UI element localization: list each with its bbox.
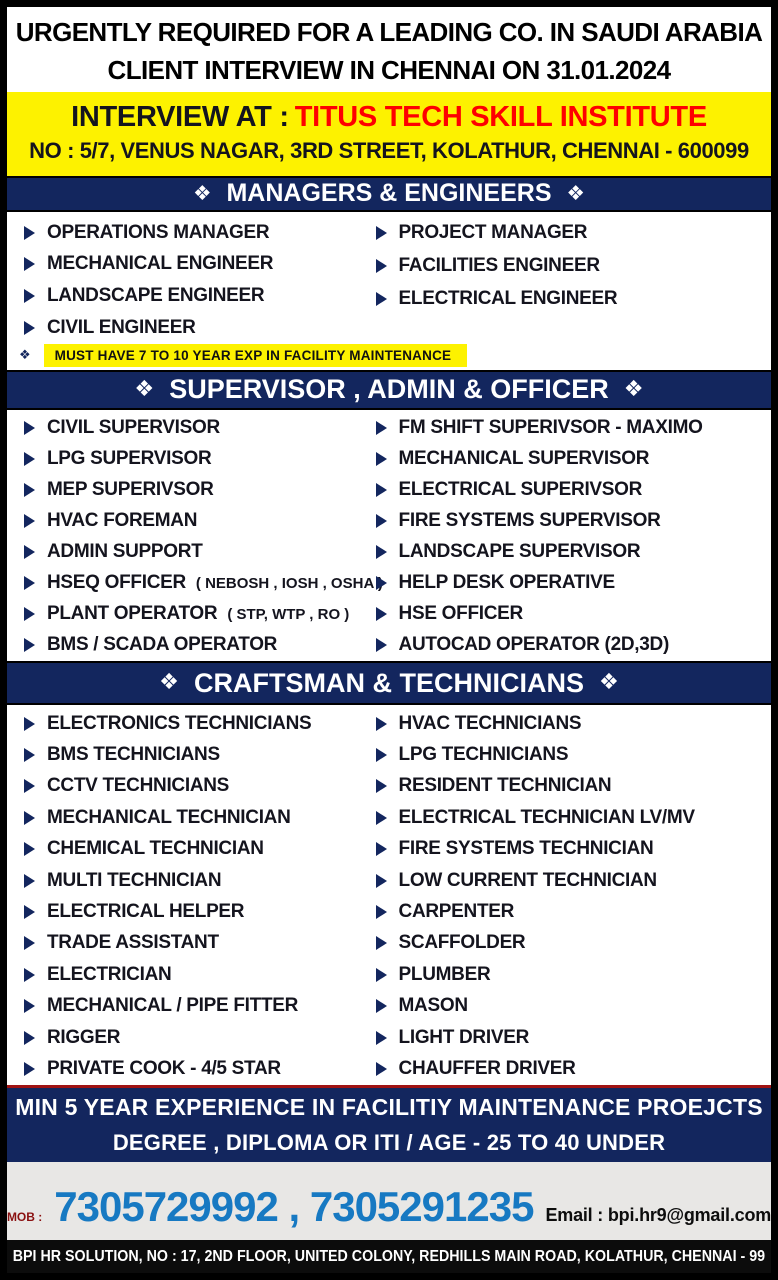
job-label: SCAFFOLDER (398, 932, 526, 954)
list-column-left (15, 708, 367, 1085)
bullet-arrow-icon (376, 999, 387, 1013)
job-item (15, 217, 367, 249)
footer-band (7, 1240, 771, 1273)
bullet-arrow-icon (376, 1031, 387, 1045)
bullet-arrow-icon (24, 452, 35, 466)
bullet-arrow-icon (24, 936, 35, 950)
job-label: CIVIL ENGINEER (47, 316, 196, 338)
job-label: MECHANICAL / PIPE FITTER (47, 995, 299, 1017)
phone-numbers: 7305729992 , 7305291235 (54, 1183, 534, 1231)
bullet-arrow-icon (24, 811, 35, 825)
bullet-arrow-icon (376, 638, 387, 652)
bullet-arrow-icon (24, 576, 35, 590)
job-item (15, 280, 367, 312)
job-item (367, 506, 771, 537)
job-label: MECHANICAL SUPERVISOR (398, 448, 650, 470)
bullet-arrow-icon (376, 811, 387, 825)
bullet-arrow-icon (376, 936, 387, 950)
diamond-icon: ❖ (566, 180, 585, 205)
section-header-supervisor-admin-officer (7, 370, 771, 410)
job-label: LPG TECHNICIANS (398, 744, 569, 766)
bullet-arrow-icon (24, 779, 35, 793)
job-item (15, 739, 367, 770)
experience-note (7, 344, 771, 368)
bullet-arrow-icon (24, 748, 35, 762)
job-item (15, 959, 367, 990)
job-item (367, 771, 771, 802)
job-item (15, 568, 383, 599)
job-item (367, 928, 771, 959)
job-label: CARPENTER (398, 901, 515, 923)
venue-address: NO : 5/7, VENUS NAGAR, 3RD STREET, KOLATHUR, CHENNAI - 600099 (29, 138, 749, 164)
footer-address: BPI HR SOLUTION, NO : 17, 2ND FLOOR, UNITED COLONY, REDHILLS MAIN ROAD, KOLATHUR, CHENNAI - 99 (12, 1247, 766, 1265)
bullet-arrow-icon (376, 607, 387, 621)
job-item (367, 630, 771, 661)
job-label: PLUMBER (398, 963, 491, 985)
bullet-arrow-icon (24, 545, 35, 559)
job-label: LOW CURRENT TECHNICIAN (398, 869, 657, 891)
diamond-icon: ❖ (193, 180, 212, 205)
job-label: BMS / SCADA OPERATOR (47, 634, 278, 656)
job-item (367, 599, 771, 630)
job-label: ADMIN SUPPORT (47, 541, 203, 563)
diamond-icon: ❖ (19, 348, 31, 364)
diamond-icon: ❖ (134, 375, 155, 402)
job-item (15, 991, 367, 1022)
job-label: MASON (398, 995, 468, 1017)
bullet-arrow-icon (376, 905, 387, 919)
bullet-arrow-icon (376, 1062, 387, 1076)
diamond-icon: ❖ (159, 669, 179, 696)
job-item (15, 865, 367, 896)
job-item (367, 896, 771, 927)
job-label-detail: ( NEBOSH , IOSH , OSHA ) (195, 574, 383, 592)
section-title: MANAGERS & ENGINEERS (226, 179, 552, 208)
bullet-arrow-icon (376, 779, 387, 793)
job-label: ELECTRICIAN (47, 963, 172, 985)
bullet-arrow-icon (24, 842, 35, 856)
job-label: ELECTRICAL TECHNICIAN LV/MV (398, 806, 695, 828)
job-label: LANDSCAPE SUPERVISOR (398, 541, 641, 563)
job-item (15, 771, 367, 802)
job-item (15, 834, 367, 865)
bullet-arrow-icon (24, 289, 35, 303)
job-item (367, 802, 771, 833)
bullet-arrow-icon (24, 874, 35, 888)
job-label: OPERATIONS MANAGER (47, 221, 270, 243)
job-label: CIVIL SUPERVISOR (47, 417, 220, 439)
job-label: HVAC FOREMAN (47, 510, 198, 532)
job-label: HELP DESK OPERATIVE (398, 572, 615, 594)
job-label: AUTOCAD OPERATOR (2D,3D) (398, 634, 669, 656)
job-item (15, 1022, 367, 1053)
job-label: MEP SUPERIVSOR (47, 479, 214, 501)
job-label: FIRE SYSTEMS SUPERVISOR (398, 510, 661, 532)
job-item (367, 413, 771, 444)
header-line1: URGENTLY REQUIRED FOR A LEADING CO. IN SAUDI ARABIA (15, 17, 763, 48)
job-item (15, 475, 367, 506)
job-label-detail: ( STP, WTP , RO ) (227, 605, 350, 623)
bullet-arrow-icon (376, 226, 387, 240)
bullet-arrow-icon (24, 1062, 35, 1076)
bullet-arrow-icon (24, 483, 35, 497)
mobile-label: MOB : (6, 1210, 43, 1225)
bullet-arrow-icon (24, 607, 35, 621)
requirements-line2: DEGREE , DIPLOMA OR ITI / AGE - 25 TO 40 UNDER (112, 1130, 666, 1156)
list-column-right (367, 217, 771, 344)
job-label: ELECTRICAL HELPER (47, 901, 245, 923)
bullet-arrow-icon (24, 226, 35, 240)
job-item (15, 413, 367, 444)
job-label: MECHANICAL TECHNICIAN (47, 806, 291, 828)
bullet-arrow-icon (24, 638, 35, 652)
section-header-managers-engineers (7, 176, 771, 212)
job-item (367, 250, 771, 283)
venue-line (71, 101, 707, 134)
contact-strip (7, 1162, 771, 1240)
job-item (367, 568, 771, 599)
bullet-arrow-icon (376, 292, 387, 306)
job-label: TRADE ASSISTANT (47, 932, 219, 954)
managers-engineers-list (7, 212, 771, 344)
job-item (15, 708, 367, 739)
diamond-icon: ❖ (623, 375, 644, 402)
job-label: HVAC TECHNICIANS (398, 712, 582, 734)
job-item (367, 991, 771, 1022)
job-item (367, 959, 771, 990)
bullet-arrow-icon (24, 421, 35, 435)
bullet-arrow-icon (24, 999, 35, 1013)
job-item (15, 248, 367, 280)
job-item (367, 1053, 771, 1084)
bullet-arrow-icon (24, 717, 35, 731)
job-label: ELECTRICAL SUPERIVSOR (398, 479, 643, 501)
job-item (15, 802, 367, 833)
job-label: HSEQ OFFICER (47, 572, 186, 594)
craftsman-technicians-list (7, 705, 771, 1085)
bullet-arrow-icon (376, 514, 387, 528)
job-label: PLANT OPERATOR (47, 603, 218, 625)
job-label: PROJECT MANAGER (398, 222, 588, 244)
job-label: LIGHT DRIVER (398, 1026, 529, 1048)
bullet-arrow-icon (376, 452, 387, 466)
email-address: Email : bpi.hr9@gmail.com (545, 1205, 772, 1226)
header-line2: CLIENT INTERVIEW IN CHENNAI ON 31.01.2024 (107, 54, 671, 85)
bullet-arrow-icon (24, 257, 35, 271)
job-item (15, 896, 367, 927)
job-item (367, 537, 771, 568)
job-item (367, 834, 771, 865)
job-item (367, 708, 771, 739)
job-label: FACILITIES ENGINEER (398, 255, 600, 277)
job-label: LANDSCAPE ENGINEER (47, 285, 265, 307)
job-item (15, 599, 367, 630)
venue-name: TITUS TECH SKILL INSTITUTE (294, 101, 707, 134)
job-item (367, 739, 771, 770)
bullet-arrow-icon (376, 545, 387, 559)
list-column-left (15, 413, 383, 662)
bullet-arrow-icon (376, 748, 387, 762)
job-item (15, 1053, 367, 1084)
requirements-band (7, 1085, 771, 1162)
requirements-line1: MIN 5 YEAR EXPERIENCE IN FACILITIY MAINTENANCE PROEJCTS (15, 1094, 763, 1121)
job-label: PRIVATE COOK - 4/5 STAR (47, 1057, 281, 1079)
job-label: HSE OFFICER (398, 603, 523, 625)
job-item (367, 1022, 771, 1053)
venue-label: INTERVIEW AT : (71, 101, 289, 134)
supervisor-admin-officer-list (7, 410, 771, 662)
job-item (15, 537, 367, 568)
job-item (367, 475, 771, 506)
bullet-arrow-icon (24, 968, 35, 982)
section-header-craftsman-technicians (7, 661, 771, 705)
bullet-arrow-icon (376, 874, 387, 888)
job-label: RESIDENT TECHNICIAN (398, 775, 612, 797)
job-item (15, 312, 367, 344)
list-column-right (367, 413, 771, 662)
bullet-arrow-icon (376, 842, 387, 856)
job-item (367, 865, 771, 896)
job-item (15, 506, 367, 537)
bullet-arrow-icon (376, 576, 387, 590)
job-label: CCTV TECHNICIANS (47, 775, 230, 797)
bullet-arrow-icon (376, 259, 387, 273)
experience-note-text: MUST HAVE 7 TO 10 YEAR EXP IN FACILITY MAINTENANCE (44, 344, 468, 367)
job-label: RIGGER (47, 1026, 121, 1048)
section-title: CRAFTSMAN & TECHNICIANS (194, 667, 584, 698)
job-label: LPG SUPERVISOR (47, 448, 212, 470)
venue-band (7, 92, 771, 176)
job-item (15, 630, 367, 661)
job-label: ELECTRICAL ENGINEER (398, 288, 618, 310)
bullet-arrow-icon (376, 483, 387, 497)
bullet-arrow-icon (376, 717, 387, 731)
section-title: SUPERVISOR , ADMIN & OFFICER (169, 374, 609, 405)
job-label: MULTI TECHNICIAN (47, 869, 222, 891)
job-item (367, 283, 771, 316)
bullet-arrow-icon (24, 321, 35, 335)
job-item (15, 444, 367, 475)
job-item (367, 217, 771, 250)
job-label: ELECTRONICS TECHNICIANS (47, 712, 312, 734)
diamond-icon: ❖ (598, 669, 619, 696)
bullet-arrow-icon (376, 968, 387, 982)
bullet-arrow-icon (24, 905, 35, 919)
bullet-arrow-icon (24, 514, 35, 528)
job-item (15, 928, 367, 959)
bullet-arrow-icon (376, 421, 387, 435)
job-label: CHEMICAL TECHNICIAN (47, 838, 264, 860)
list-column-left (15, 217, 367, 344)
job-label: FIRE SYSTEMS TECHNICIAN (398, 838, 654, 860)
job-label: FM SHIFT SUPERIVSOR - MAXIMO (398, 417, 703, 439)
list-column-right (367, 708, 771, 1085)
job-label: CHAUFFER DRIVER (398, 1057, 576, 1079)
job-label: BMS TECHNICIANS (47, 744, 220, 766)
poster-header (7, 7, 771, 92)
job-item (367, 444, 771, 475)
job-label: MECHANICAL ENGINEER (47, 253, 274, 275)
bullet-arrow-icon (24, 1031, 35, 1045)
